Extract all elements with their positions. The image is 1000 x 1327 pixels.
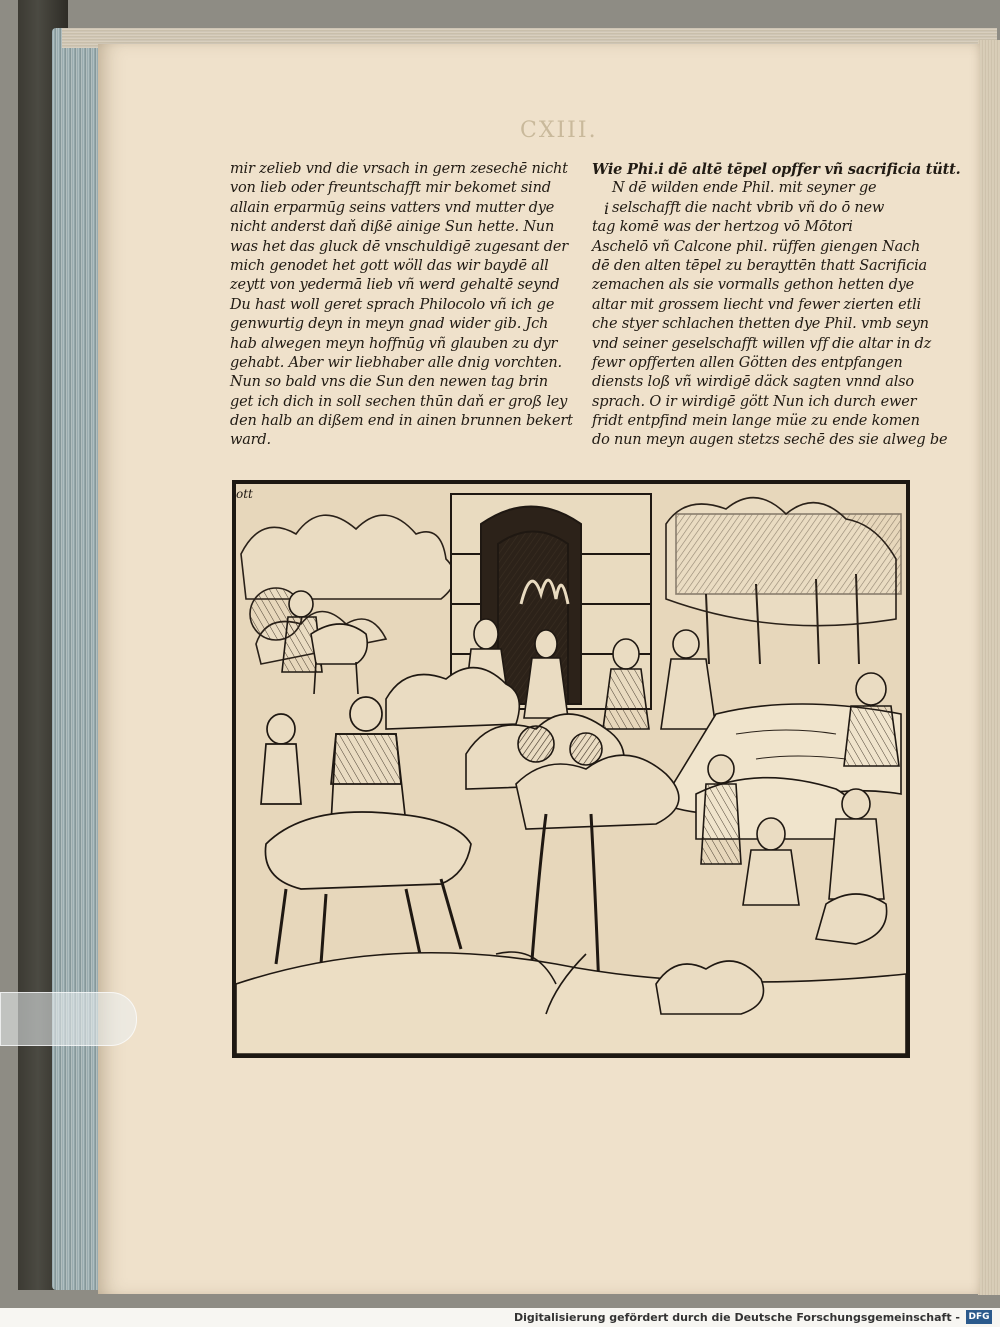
text-line: von lieb oder freuntschafft mir bekomet sind — [230, 180, 551, 197]
text-line: was het das gluck dē vnschuldigē zugesant der — [230, 238, 568, 255]
text-line: genwurtig deyn in meyn gnad wider gib. Jch — [230, 316, 549, 333]
svg-text:ott: ott — [236, 487, 253, 501]
text-line: sprach. O ir wirdigē gött Nun ich durch ewer — [592, 393, 917, 410]
text-line: Du hast woll geret sprach Philocolo vñ ich ge — [230, 296, 555, 313]
text-line: allain erparmūg seins vatters vnd mutter dye — [230, 199, 555, 216]
page-clip — [0, 992, 137, 1046]
text-line: den halb an dißem end in ainen brunnen bekert — [230, 413, 573, 430]
text-line: fridt entpfind mein lange müe zu ende komen — [592, 413, 920, 430]
footer-bar — [0, 1308, 1000, 1327]
woodcut-drawing — [236, 484, 906, 1054]
woodcut-signature — [236, 484, 296, 504]
funding-credit: Digitalisierung gefördert durch die Deutsche Forschungsgemeinschaft - — [513, 1311, 960, 1324]
text-line: Aschelō vñ Calcone phil. rüffen giengen Nach — [592, 238, 921, 255]
text-line: dē den alten tēpel zu berayttēn thatt Sacrificia — [592, 257, 927, 274]
left-text-column — [230, 160, 575, 451]
text-line: tag komē was der hertzog vō Mōtori — [592, 219, 853, 236]
text-line: hab alwegen meyn hoffnūg vñ glauben zu dyr — [230, 335, 558, 352]
text-line: nicht anderst daň dißē ainige Sun hette. Nun — [230, 219, 555, 236]
text-line: N dē wilden ende Phil. mit seyner ge — [612, 180, 877, 197]
text-line: fewr opfferten allen Götten des entpfangen — [592, 354, 903, 371]
text-line: zemachen als sie vormalls gethon hetten dye — [592, 277, 915, 294]
woodcut-illustration — [232, 480, 910, 1058]
text-line: ward. — [230, 432, 271, 449]
text-line: Nun so bald vns die Sun den newen tag brin — [230, 374, 548, 391]
text-line: diensts loß vñ wirdigē däck sagten vnnd also — [592, 374, 914, 391]
text-line: selschafft die nacht vbrib vñ do ō new — [612, 199, 885, 216]
text-line: mir zelieb vnd die vrsach in gern zesechē nicht — [230, 161, 568, 177]
text-line: altar mit grossem liecht vnd fewer zierten etli — [592, 296, 921, 313]
text-line: gehabt. Aber wir liebhaber alle dnig vorchten. — [230, 354, 562, 371]
page-right-edge — [978, 40, 1000, 1295]
right-text-column — [592, 160, 961, 451]
folio-number: CXIII. — [520, 118, 598, 143]
initial-letter: i — [604, 199, 610, 218]
text-line: che styer schlachen thetten dye Phil. vmb seyn — [592, 316, 929, 333]
text-line: get ich dich in soll sechen thūn daň er groß ley — [230, 393, 568, 410]
text-line: zeytt von yedermā lieb vñ werd gehaltē seynd — [230, 277, 560, 294]
text-line: mich genodet het gott wöll das wir baydē all — [230, 257, 549, 274]
text-line: do nun meyn augen stetzs sechē des sie alweg be — [592, 432, 948, 449]
text-line: vnd seiner geselschafft willen vff die altar in dz — [592, 335, 932, 352]
dfg-logo: DFG — [966, 1310, 992, 1324]
chapter-heading: Wie Phi.i dē altē tēpel opffer vñ sacrificia tütt. — [592, 161, 961, 178]
